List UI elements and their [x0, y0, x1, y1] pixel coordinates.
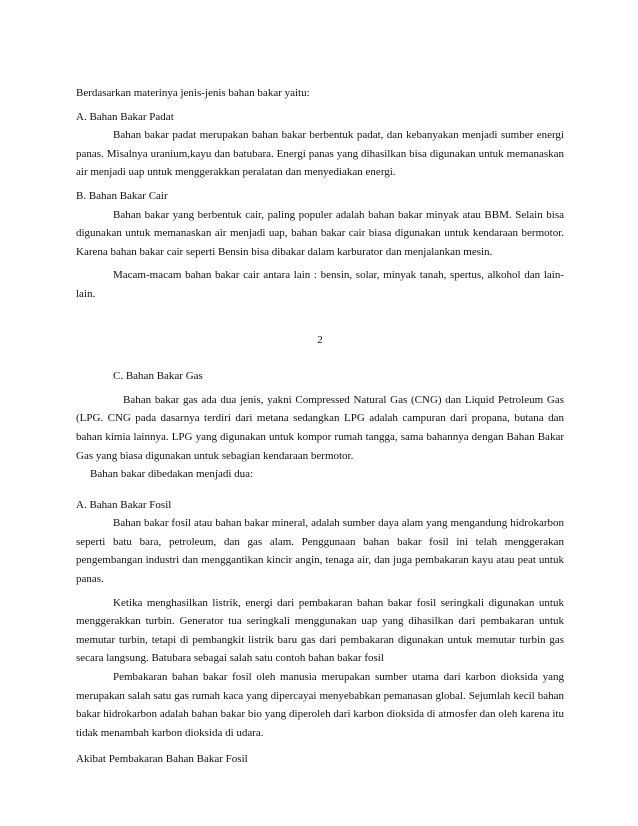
intro-text: Berdasarkan materinya jenis-jenis bahan bakar yaitu: [76, 87, 310, 99]
fossil-heading: A. Bahan Bakar Fosil [76, 498, 172, 511]
section-a-heading: A. Bahan Bakar Padat [76, 110, 174, 123]
footer-heading: Akibat Pembakaran Bahan Bakar Fosil [76, 753, 248, 766]
section-b-heading: B. Bahan Bakar Cair [76, 189, 168, 202]
section-c-heading: C. Bahan Bakar Gas [113, 370, 203, 383]
section-b-body: Bahan bakar yang berbentuk cair, paling populer adalah bahan bakar minyak atau BBM. Selain bisa digunakan untuk memanaskan air menjadi uap, bahan bakar cair biasa digunakan untuk kendaraan bermotor. Karena bahan bakar cair seperti Bensin bisa dibakar dalam karburator dan menjalankan mesin. [76, 208, 564, 258]
page-number: 2 [317, 333, 323, 346]
section-a-body: Bahan bakar padat merupakan bahan bakar berbentuk padat, dan kebanyakan menjadi sumber energi panas. Misalnya uranium,kayu dan batubara. Energi panas yang dihasilkan bisa digunakan untuk memanaskan air menjadi uap untuk menggerakkan peralatan dan menyediakan energi. [76, 129, 564, 179]
division-intro: Bahan bakar dibedakan menjadi dua: [90, 468, 254, 481]
section-c-body: Bahan bakar gas ada dua jenis, yakni Compressed Natural Gas (CNG) dan Liquid Petroleum Gas (LPG. CNG pada dasarnya terdiri dari metana sedangkan LPG adalah campuran dari propana, butana dan bahan kimia lainnya. LPG yang digunakan untuk kompor rumah tangga, sama bahannya dengan Bahan Bakar Gas yang biasa digunakan untuk sebagian kendaraan bermotor. [76, 393, 564, 462]
section-b-examples: Macam-macam bahan bakar cair antara lain : bensin, solar, minyak tanah, spertus, alkohol dan lain-lain. [76, 269, 564, 300]
fossil-paragraph-3: Pembakaran bahan bakar fosil oleh manusia merupakan sumber utama dari karbon dioksida yang merupakan salah satu gas rumah kaca yang dipercayai menyebabkan pemanasan global. Sejumlah kecil bahan bakar hidrokarbon adalah bahan bakar bio yang diperoleh dari karbon dioksida di atmosfer dan oleh karena itu tidak menambah karbon dioksida di udara. [76, 671, 564, 739]
fossil-paragraph-2: Ketika menghasilkan listrik, energi dari pembakaran bahan bakar fosil seringkali digunakan untuk menggerakkan turbin. Generator tua seringkali menggunakan uap yang dihasilkan dari pembakaran untuk memutar turbin, tetapi di pembangkit listrik baru gas dari pembakaran digunakan untuk memutar turbin gas secara langsung. Batubara sebagai salah satu contoh bahan bakar fosil [76, 596, 564, 665]
document-page [76, 84, 564, 769]
fossil-paragraph-1: Bahan bakar fosil atau bahan bakar mineral, adalah sumber daya alam yang mengandung hidrokarbon seperti batu bara, petroleum, dan gas alam. Penggunaan bahan bakar fosil ini telah menggerakan pengembangan industri dan menggantikan kincir angin, tenaga air, dan juga pembakaran kayu atau peat untuk panas. [76, 517, 564, 586]
